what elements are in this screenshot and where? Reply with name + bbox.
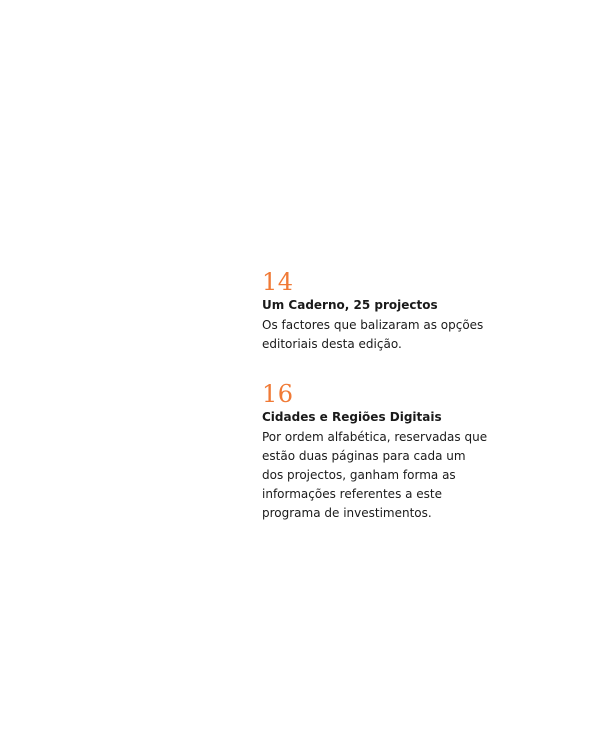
toc-page-number: 14: [262, 268, 294, 296]
toc-entry-description: Os factores que balizaram as opções editoriais desta edição.: [262, 318, 484, 351]
toc-entry-title: Um Caderno, 25 projectos: [262, 298, 438, 312]
toc-page-number: 16: [262, 380, 294, 408]
toc-entry-description: Por ordem alfabética, reservadas que estão duas páginas para cada um dos projectos, ganham forma as informações referentes a este programa de investimentos.: [262, 430, 488, 520]
toc-entry-title: Cidades e Regiões Digitais: [262, 410, 442, 424]
toc-entry: [262, 380, 562, 523]
toc-entry: [262, 268, 562, 354]
table-of-contents: [262, 268, 562, 523]
